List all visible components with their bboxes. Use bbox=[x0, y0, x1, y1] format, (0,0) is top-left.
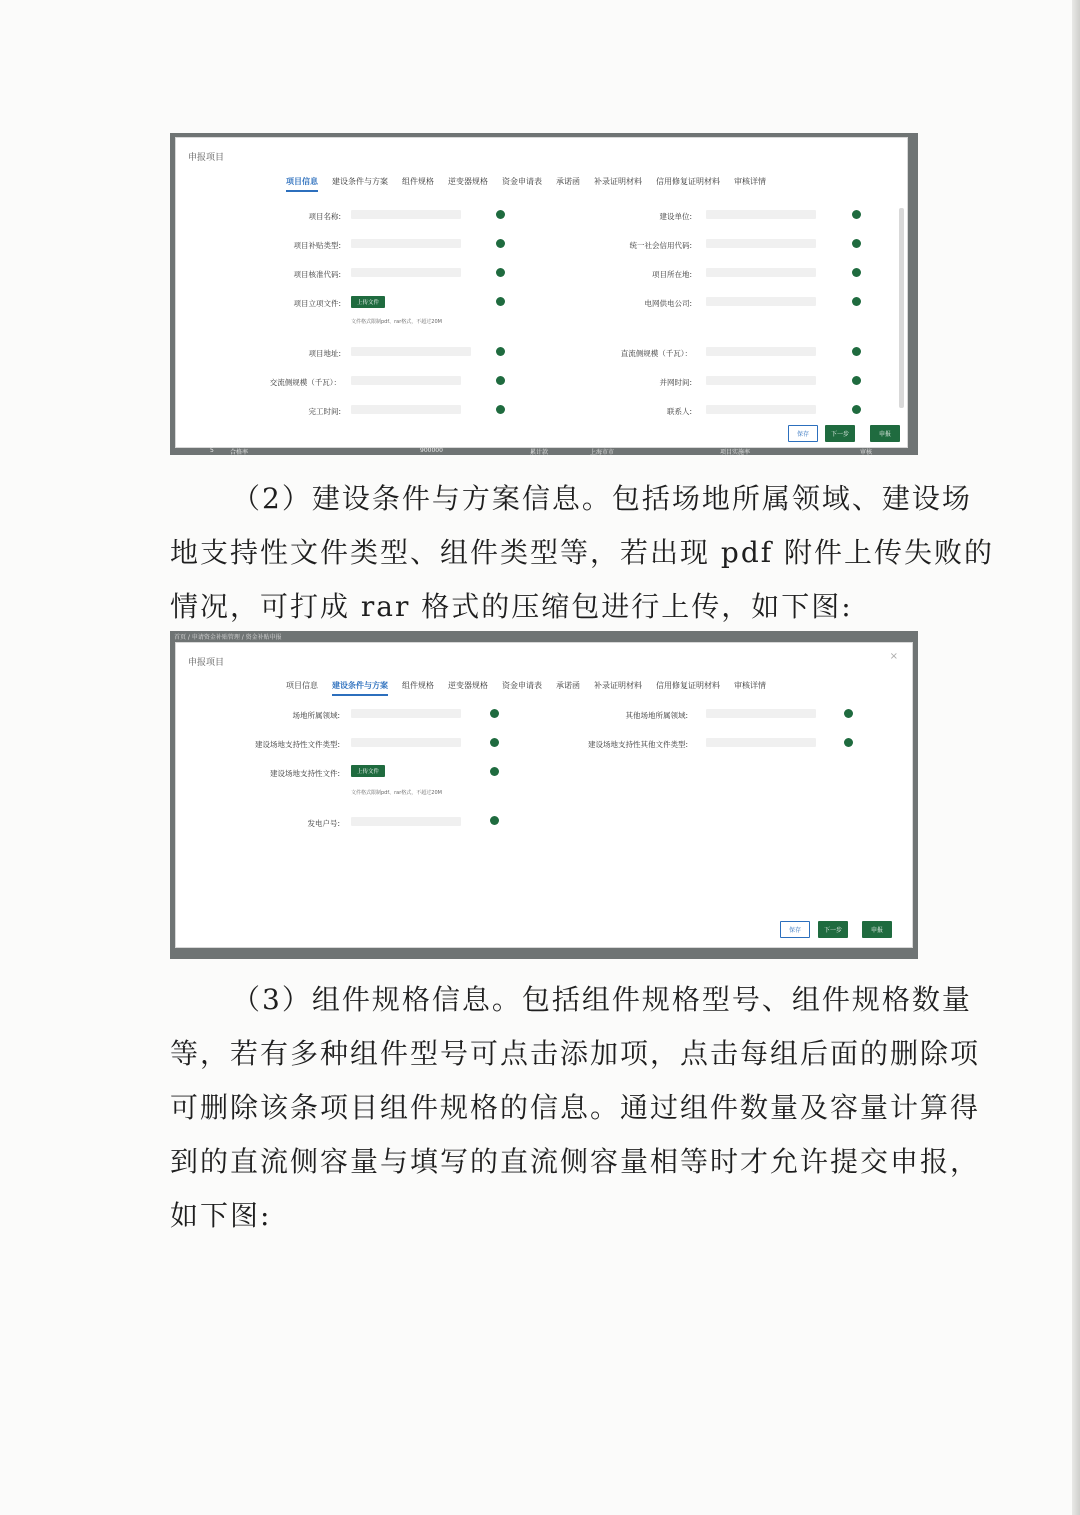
field-label: 统一社会信用代码: bbox=[629, 241, 692, 250]
field-input[interactable] bbox=[351, 239, 461, 248]
tab-construction[interactable]: 建设条件与方案 bbox=[332, 680, 388, 696]
field-label: 项目补贴类型: bbox=[293, 241, 341, 250]
field-label: 场地所属领域: bbox=[292, 711, 340, 720]
field-input[interactable] bbox=[351, 817, 461, 826]
field-label: 建设场地支持性其他文件类型: bbox=[587, 740, 688, 749]
screenshot-project-info bbox=[170, 133, 918, 455]
text-line: 到的直流侧容量与填写的直流侧容量相等时才允许提交申报， bbox=[170, 1145, 981, 1178]
field-label: 项目立项文件: bbox=[293, 299, 341, 308]
tab-project-info[interactable]: 项目信息 bbox=[286, 176, 318, 192]
tab-supplement[interactable]: 补录证明材料 bbox=[594, 681, 642, 690]
field-input[interactable] bbox=[351, 347, 471, 356]
tab-inverter-spec[interactable]: 逆变器规格 bbox=[448, 681, 488, 690]
text-line: （2）建设条件与方案信息。包括场地所属领域、建设场 bbox=[232, 482, 972, 515]
field-label: 电网供电公司: bbox=[644, 299, 692, 308]
field-label: 项目名称: bbox=[308, 212, 341, 221]
field-input[interactable] bbox=[706, 239, 816, 248]
status-dot bbox=[490, 767, 499, 776]
text-line: 如下图: bbox=[170, 1199, 272, 1232]
status-dot bbox=[490, 738, 499, 747]
field-label: 项目核准代码: bbox=[293, 270, 341, 279]
text-line: 情况，可打成 rar 格式的压缩包进行上传，如下图: bbox=[170, 590, 853, 623]
apply-dialog bbox=[175, 137, 908, 448]
status-dot bbox=[844, 738, 853, 747]
tab-credit-repair[interactable]: 信用修复证明材料 bbox=[656, 681, 720, 690]
tab-bar bbox=[286, 176, 766, 192]
field-select[interactable] bbox=[351, 709, 461, 718]
field-label: 项目地址: bbox=[308, 349, 341, 358]
status-dot bbox=[490, 709, 499, 718]
status-dot bbox=[490, 816, 499, 825]
tab-construction[interactable]: 建设条件与方案 bbox=[332, 177, 388, 186]
next-step-button[interactable]: 下一步 bbox=[818, 921, 848, 938]
status-dot bbox=[496, 405, 505, 414]
paragraph-construction-info bbox=[170, 472, 995, 634]
field-input[interactable] bbox=[706, 297, 816, 306]
tab-inverter-spec[interactable]: 逆变器规格 bbox=[448, 177, 488, 186]
status-dot bbox=[496, 297, 505, 306]
field-input[interactable] bbox=[351, 268, 461, 277]
upload-hint: 文件格式限制pdf、rar格式，不超过20M bbox=[351, 319, 442, 325]
tab-funding[interactable]: 资金申请表 bbox=[502, 681, 542, 690]
status-dot bbox=[496, 210, 505, 219]
upload-button[interactable]: 上传文件 bbox=[351, 296, 385, 308]
tab-commitment[interactable]: 承诺函 bbox=[556, 177, 580, 186]
status-dot bbox=[852, 376, 861, 385]
tab-module-spec[interactable]: 组件规格 bbox=[402, 177, 434, 186]
upload-hint: 文件格式限制pdf、rar格式，不超过20M bbox=[351, 790, 442, 796]
field-input[interactable] bbox=[351, 210, 461, 219]
status-dot bbox=[496, 239, 505, 248]
tab-supplement[interactable]: 补录证明材料 bbox=[594, 177, 642, 186]
text-line: 可删除该条项目组件规格的信息。通过组件数量及容量计算得 bbox=[170, 1091, 981, 1124]
field-input[interactable] bbox=[706, 376, 816, 385]
status-dot bbox=[852, 405, 861, 414]
status-dot bbox=[852, 268, 861, 277]
status-dot bbox=[852, 239, 861, 248]
field-label: 项目所在地: bbox=[651, 270, 692, 279]
tab-credit-repair[interactable]: 信用修复证明材料 bbox=[656, 177, 720, 186]
tab-review[interactable]: 审核详情 bbox=[734, 681, 766, 690]
field-input[interactable] bbox=[706, 405, 816, 414]
status-dot bbox=[852, 297, 861, 306]
background-breadcrumb: 首页 / 申请资金补贴管理 / 资金补贴申报 bbox=[174, 634, 282, 641]
field-label: 交流侧规模（千瓦）： bbox=[269, 378, 341, 387]
paragraph-module-spec bbox=[170, 973, 981, 1243]
field-label: 联系人: bbox=[666, 407, 692, 416]
field-input[interactable] bbox=[706, 709, 816, 718]
field-select[interactable] bbox=[351, 738, 461, 747]
field-label: 建设场地支持性文件类型: bbox=[254, 740, 340, 749]
field-input[interactable] bbox=[351, 376, 461, 385]
close-icon[interactable]: × bbox=[889, 651, 898, 662]
tab-commitment[interactable]: 承诺函 bbox=[556, 681, 580, 690]
tab-bar bbox=[286, 680, 766, 696]
status-dot bbox=[496, 347, 505, 356]
field-label: 建设单位: bbox=[659, 212, 692, 221]
field-label: 建设场地支持性文件: bbox=[269, 769, 340, 778]
page-edge bbox=[1072, 0, 1080, 1515]
field-label: 发电户号: bbox=[307, 819, 340, 828]
field-input[interactable] bbox=[351, 405, 461, 414]
field-input[interactable] bbox=[706, 210, 816, 219]
apply-dialog bbox=[175, 642, 913, 948]
save-button[interactable]: 保存 bbox=[788, 425, 818, 442]
dialog-title: 申报项目 bbox=[188, 658, 225, 668]
status-dot bbox=[496, 268, 505, 277]
dialog-title: 申报项目 bbox=[188, 153, 225, 163]
save-button[interactable]: 保存 bbox=[780, 921, 810, 938]
field-label: 完工时间: bbox=[308, 407, 341, 416]
field-input[interactable] bbox=[706, 738, 816, 747]
scrollbar[interactable] bbox=[899, 208, 904, 408]
field-input[interactable] bbox=[706, 268, 816, 277]
status-dot bbox=[844, 709, 853, 718]
background-table-row: 5 合格率 900000 累计款 上海市市 项目实施率 审核 bbox=[210, 447, 873, 456]
tab-funding[interactable]: 资金申请表 bbox=[502, 177, 542, 186]
submit-button[interactable]: 申报 bbox=[870, 425, 900, 442]
status-dot bbox=[496, 376, 505, 385]
text-line: 等，若有多种组件型号可点击添加项，点击每组后面的删除项 bbox=[170, 1037, 981, 1070]
tab-project-info[interactable]: 项目信息 bbox=[286, 681, 318, 690]
submit-button[interactable]: 申报 bbox=[862, 921, 892, 938]
screenshot-construction-info bbox=[170, 631, 918, 959]
text-line: （3）组件规格信息。包括组件规格型号、组件规格数量 bbox=[232, 983, 972, 1016]
upload-button[interactable]: 上传文件 bbox=[351, 765, 385, 777]
status-dot bbox=[852, 210, 861, 219]
field-label: 并网时间: bbox=[659, 378, 692, 387]
tab-module-spec[interactable]: 组件规格 bbox=[402, 681, 434, 690]
field-label: 直流侧规模（千瓦）： bbox=[620, 349, 692, 358]
text-line: 地支持性文件类型、组件类型等，若出现 pdf 附件上传失败的 bbox=[170, 536, 995, 569]
field-input[interactable] bbox=[706, 347, 816, 356]
field-label: 其他场地所属领域: bbox=[625, 711, 688, 720]
next-step-button[interactable]: 下一步 bbox=[825, 425, 855, 442]
tab-review[interactable]: 审核详情 bbox=[734, 177, 766, 186]
status-dot bbox=[852, 347, 861, 356]
